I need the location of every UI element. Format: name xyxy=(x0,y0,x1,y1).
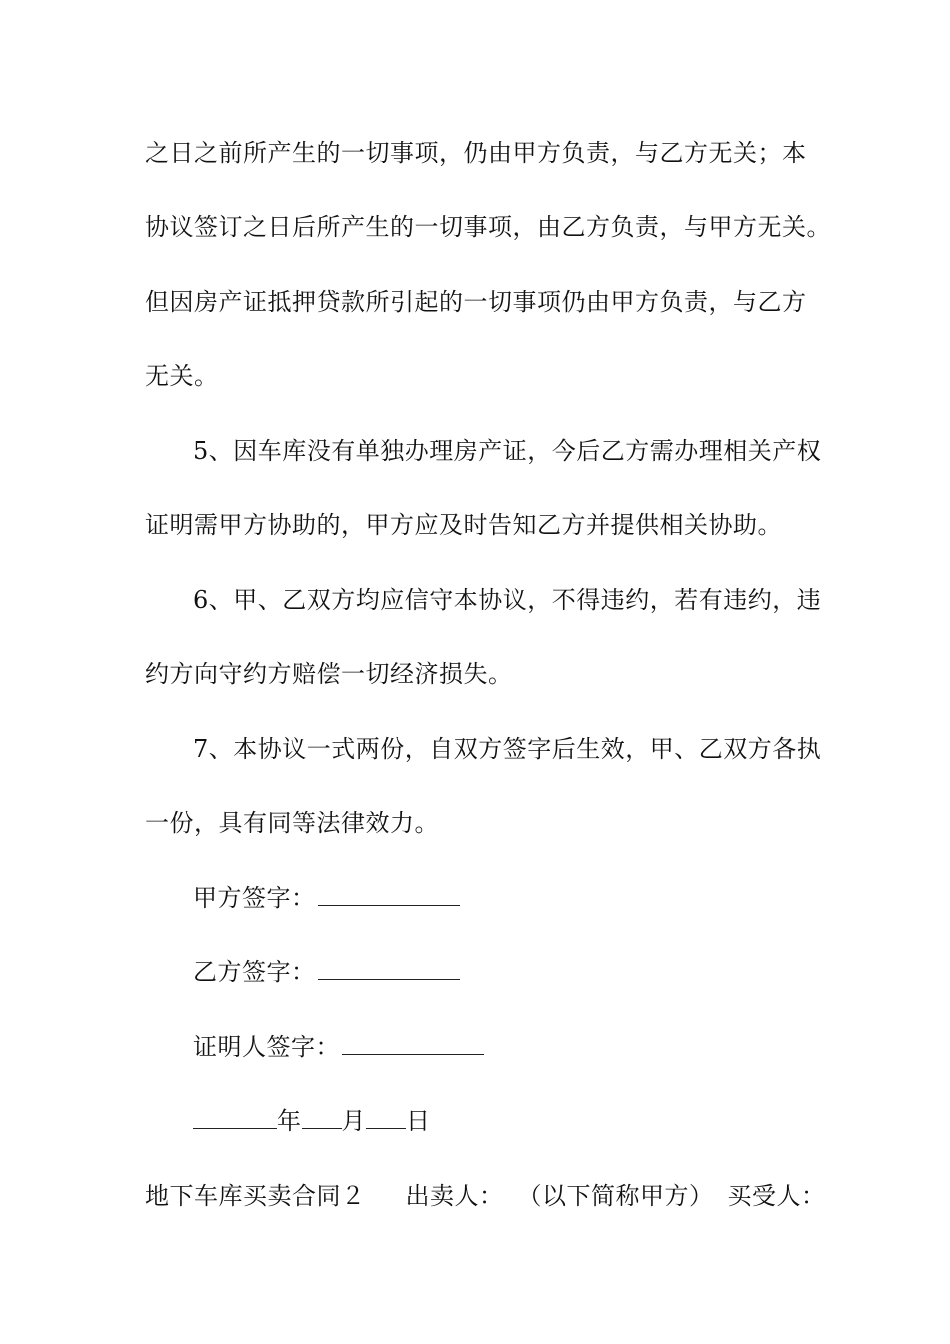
year-blank xyxy=(193,1108,277,1129)
month-blank xyxy=(302,1108,342,1129)
party-b-signature-blank xyxy=(318,959,460,980)
clause-7-line: 7、本协议一式两份，自双方签字后生效，甲、乙双方各执 xyxy=(193,735,822,763)
clause-5-line: 5、因车库没有单独办理房产证，今后乙方需办理相关产权 xyxy=(193,437,822,465)
month-label: 月 xyxy=(341,1107,366,1135)
seller-note: （以下简称甲方） xyxy=(517,1182,714,1210)
next-contract-heading-row xyxy=(145,1180,825,1212)
date-row xyxy=(193,1105,873,1137)
buyer-label: 买受人： xyxy=(727,1182,826,1210)
party-a-signature-row xyxy=(193,882,873,914)
witness-signature-label: 证明人签字： xyxy=(193,1033,340,1061)
party-a-signature-label: 甲方签字： xyxy=(193,884,316,912)
paragraph-line: 之日之前所产生的一切事项，仍由甲方负责，与乙方无关；本 xyxy=(145,139,807,167)
paragraph-line: 但因房产证抵押贷款所引起的一切事项仍由甲方负责，与乙方 xyxy=(145,288,807,316)
paragraph-line: 无关。 xyxy=(145,362,219,390)
seller-label: 出卖人： xyxy=(405,1182,504,1210)
clause-7-line: 一份，具有同等法律效力。 xyxy=(145,809,439,837)
paragraph-line: 协议签订之日后所产生的一切事项，由乙方负责，与甲方无关。 xyxy=(145,213,831,241)
next-contract-title: 地下车库买卖合同２ xyxy=(145,1182,366,1210)
day-label: 日 xyxy=(406,1107,431,1135)
party-a-signature-blank xyxy=(318,885,460,906)
witness-signature-blank xyxy=(342,1034,484,1055)
clause-6-line: 6、甲、乙双方均应信守本协议，不得违约，若有违约，违 xyxy=(193,586,822,614)
year-label: 年 xyxy=(277,1107,302,1135)
party-b-signature-label: 乙方签字： xyxy=(193,958,316,986)
witness-signature-row xyxy=(193,1031,873,1063)
clause-6-line: 约方向守约方赔偿一切经济损失。 xyxy=(145,660,513,688)
day-blank xyxy=(366,1108,406,1129)
clause-5-line: 证明需甲方协助的，甲方应及时告知乙方并提供相关协助。 xyxy=(145,511,782,539)
party-b-signature-row xyxy=(193,956,873,988)
